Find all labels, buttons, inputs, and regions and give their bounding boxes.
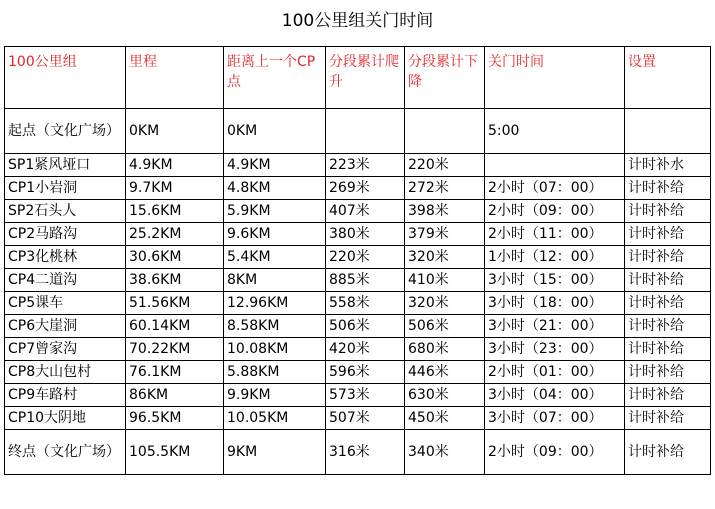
- setup-cell: 计时补给: [625, 384, 711, 407]
- setup-cell: 计时补给: [625, 177, 711, 200]
- setup-cell: 计时补水: [625, 154, 711, 177]
- segment-distance-cell: 9.9KM: [224, 384, 326, 407]
- distance-cell: 9.7KM: [126, 177, 224, 200]
- ascent-cell: 507米: [326, 407, 405, 430]
- descent-cell: 506米: [405, 315, 485, 338]
- ascent-cell: 573米: [326, 384, 405, 407]
- checkpoint-name-cell: CP8大山包村: [5, 361, 126, 384]
- checkpoint-name-cell: SP1紧风垭口: [5, 154, 126, 177]
- cutoff-time-cell: 3小时（15：00）: [485, 269, 625, 292]
- checkpoint-name-cell: CP2马路沟: [5, 223, 126, 246]
- checkpoint-name-cell: CP6大崖洞: [5, 315, 126, 338]
- checkpoint-name-cell: CP4二道沟: [5, 269, 126, 292]
- segment-distance-cell: 12.96KM: [224, 292, 326, 315]
- header-ascent: 分段累计爬升: [326, 47, 405, 109]
- table-row: [5, 361, 711, 384]
- distance-cell: 15.6KM: [126, 200, 224, 223]
- ascent-cell: 596米: [326, 361, 405, 384]
- header-setup: 设置: [625, 47, 711, 109]
- segment-distance-cell: 8.58KM: [224, 315, 326, 338]
- setup-cell: 计时补给: [625, 269, 711, 292]
- setup-cell: 计时补给: [625, 361, 711, 384]
- ascent-cell: 420米: [326, 338, 405, 361]
- ascent-cell: 506米: [326, 315, 405, 338]
- distance-cell: 51.56KM: [126, 292, 224, 315]
- distance-cell: 70.22KM: [126, 338, 224, 361]
- cutoff-time-cell: [485, 154, 625, 177]
- cutoff-time-cell: 2小时（07：00）: [485, 177, 625, 200]
- setup-cell: 计时补给: [625, 292, 711, 315]
- setup-cell: 计时补给: [625, 338, 711, 361]
- distance-cell: 30.6KM: [126, 246, 224, 269]
- table-title: 100公里组关门时间: [281, 11, 434, 31]
- cutoff-time-cell: 2小时（11：00）: [485, 223, 625, 246]
- table-row: [5, 269, 711, 292]
- header-row: [5, 47, 711, 109]
- distance-cell: 4.9KM: [126, 154, 224, 177]
- table-row: [5, 200, 711, 223]
- cutoff-time-cell: 2小时（01：00）: [485, 361, 625, 384]
- distance-cell: 105.5KM: [126, 430, 224, 475]
- distance-cell: 25.2KM: [126, 223, 224, 246]
- table-row: [5, 315, 711, 338]
- checkpoint-name-cell: CP10大阴地: [5, 407, 126, 430]
- header-descent: 分段累计下降: [405, 47, 485, 109]
- distance-cell: 76.1KM: [126, 361, 224, 384]
- cutoff-time-cell: 2小时（09：00）: [485, 430, 625, 475]
- header-cutoff: 关门时间: [485, 47, 625, 109]
- ascent-cell: 558米: [326, 292, 405, 315]
- segment-distance-cell: 10.05KM: [224, 407, 326, 430]
- checkpoint-name-cell: CP7曾家沟: [5, 338, 126, 361]
- cutoff-time-cell: 3小时（23：00）: [485, 338, 625, 361]
- distance-cell: 38.6KM: [126, 269, 224, 292]
- cutoff-time-cell: 3小时（07：00）: [485, 407, 625, 430]
- segment-distance-cell: 9.6KM: [224, 223, 326, 246]
- segment-distance-cell: 5.88KM: [224, 361, 326, 384]
- segment-distance-cell: 0KM: [224, 109, 326, 154]
- header-distance: 里程: [126, 47, 224, 109]
- descent-cell: 410米: [405, 269, 485, 292]
- checkpoint-name-cell: 起点（文化广场）: [5, 109, 126, 154]
- distance-cell: 86KM: [126, 384, 224, 407]
- table-row: [5, 407, 711, 430]
- segment-distance-cell: 5.4KM: [224, 246, 326, 269]
- segment-distance-cell: 9KM: [224, 430, 326, 475]
- ascent-cell: [326, 109, 405, 154]
- setup-cell: [625, 109, 711, 154]
- setup-cell: 计时补给: [625, 430, 711, 475]
- segment-distance-cell: 4.9KM: [224, 154, 326, 177]
- table-row: [5, 223, 711, 246]
- table-row: [5, 384, 711, 407]
- descent-cell: 680米: [405, 338, 485, 361]
- table-row: [5, 109, 711, 154]
- segment-distance-cell: 5.9KM: [224, 200, 326, 223]
- setup-cell: 计时补给: [625, 200, 711, 223]
- cutoff-time-table: [4, 46, 711, 475]
- descent-cell: 630米: [405, 384, 485, 407]
- descent-cell: 450米: [405, 407, 485, 430]
- ascent-cell: 316米: [326, 430, 405, 475]
- table-row: [5, 177, 711, 200]
- descent-cell: 320米: [405, 292, 485, 315]
- cutoff-time-cell: 3小时（04：00）: [485, 384, 625, 407]
- ascent-cell: 220米: [326, 246, 405, 269]
- ascent-cell: 885米: [326, 269, 405, 292]
- descent-cell: 220米: [405, 154, 485, 177]
- table-row: [5, 154, 711, 177]
- ascent-cell: 269米: [326, 177, 405, 200]
- table-row: [5, 430, 711, 475]
- ascent-cell: 407米: [326, 200, 405, 223]
- table-row: [5, 246, 711, 269]
- descent-cell: 398米: [405, 200, 485, 223]
- descent-cell: 272米: [405, 177, 485, 200]
- setup-cell: 计时补给: [625, 246, 711, 269]
- checkpoint-name-cell: CP1小岩洞: [5, 177, 126, 200]
- table-row: [5, 292, 711, 315]
- checkpoint-name-cell: 终点（文化广场）: [5, 430, 126, 475]
- table-row: [5, 338, 711, 361]
- checkpoint-name-cell: CP5课车: [5, 292, 126, 315]
- distance-cell: 60.14KM: [126, 315, 224, 338]
- descent-cell: 320米: [405, 246, 485, 269]
- descent-cell: 446米: [405, 361, 485, 384]
- segment-distance-cell: 8KM: [224, 269, 326, 292]
- descent-cell: 379米: [405, 223, 485, 246]
- ascent-cell: 380米: [326, 223, 405, 246]
- setup-cell: 计时补给: [625, 407, 711, 430]
- ascent-cell: 223米: [326, 154, 405, 177]
- descent-cell: [405, 109, 485, 154]
- checkpoint-name-cell: SP2石头人: [5, 200, 126, 223]
- cutoff-time-cell: 3小时（18：00）: [485, 292, 625, 315]
- header-segment-distance: 距离上一个CP点: [224, 47, 326, 109]
- setup-cell: 计时补给: [625, 223, 711, 246]
- descent-cell: 340米: [405, 430, 485, 475]
- cutoff-time-cell: 1小时（12：00）: [485, 246, 625, 269]
- cutoff-time-cell: 5:00: [485, 109, 625, 154]
- cutoff-time-cell: 3小时（21：00）: [485, 315, 625, 338]
- setup-cell: 计时补给: [625, 315, 711, 338]
- cutoff-time-cell: 2小时（09：00）: [485, 200, 625, 223]
- checkpoint-name-cell: CP9车路村: [5, 384, 126, 407]
- segment-distance-cell: 10.08KM: [224, 338, 326, 361]
- segment-distance-cell: 4.8KM: [224, 177, 326, 200]
- distance-cell: 96.5KM: [126, 407, 224, 430]
- header-group: 100公里组: [5, 47, 126, 109]
- checkpoint-name-cell: CP3化桃林: [5, 246, 126, 269]
- distance-cell: 0KM: [126, 109, 224, 154]
